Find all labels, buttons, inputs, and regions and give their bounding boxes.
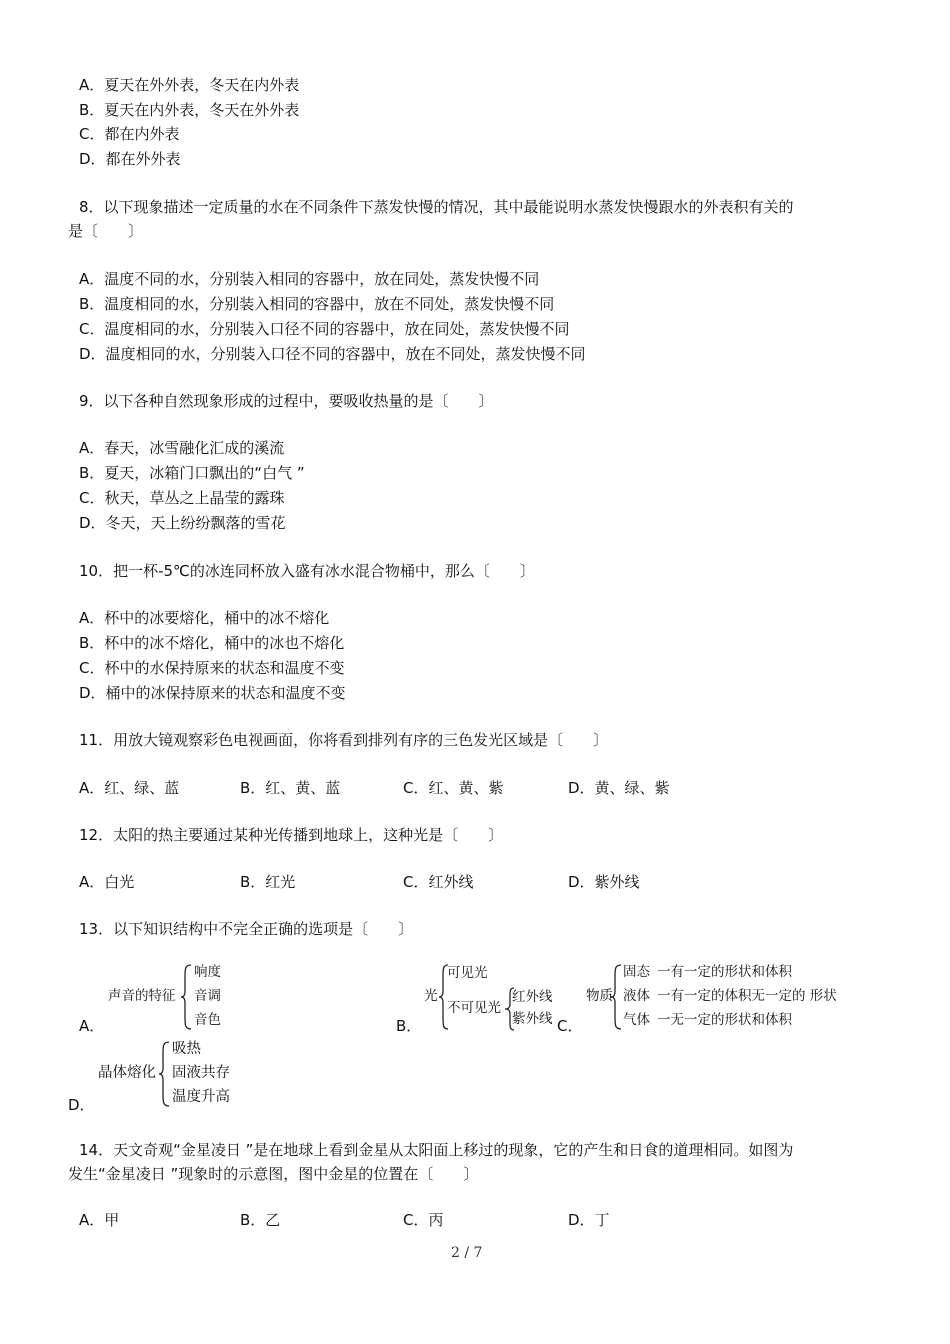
q14-option-c: C．丙: [403, 1211, 444, 1229]
q9-option-c: C．秋天，草丛之上晶莹的露珠: [79, 489, 285, 507]
q12-option-b: B．红光: [240, 873, 296, 891]
q9-option-a: A．春天，冰雪融化汇成的溪流: [79, 439, 285, 457]
q14-stem-line1: 14．天文奇观“金星凌日 ”是在地球上看到金星从太阳面上移过的现象，它的产生和日食的道理相同。如图为: [79, 1141, 794, 1159]
q9-stem: 9．以下各种自然现象形成的过程中，要吸收热量的是〔 〕: [79, 392, 494, 410]
q8-option-d: D．温度相同的水，分别装入口径不同的容器中，放在不同处，蒸发快慢不同: [79, 345, 586, 363]
diag-d-item-1: 吸热: [172, 1041, 201, 1057]
q8-option-b: B．温度相同的水，分别装入相同的容器中，放在不同处，蒸发快慢不同: [79, 295, 555, 313]
diag-c-brace: [610, 963, 624, 1031]
diag-a-root: 声音的特征: [108, 988, 176, 1004]
q13-stem: 13．以下知识结构中不完全正确的选项是〔 〕: [79, 920, 414, 938]
q14-option-b: B．乙: [240, 1211, 281, 1229]
q10-option-b: B．杯中的冰不熔化，桶中的冰也不熔化: [79, 634, 345, 652]
diag-c-row1-state: 固态: [623, 964, 650, 980]
diag-c-row2-state: 液体: [623, 988, 650, 1004]
diag-d-item-2: 固液共存: [172, 1065, 230, 1081]
q10-option-a: A．杯中的冰要熔化，桶中的冰不熔化: [79, 609, 330, 627]
diag-b-invisible: 不可见光: [447, 1000, 501, 1016]
q12-option-c: C．红外线: [403, 873, 474, 891]
q12-stem: 12．太阳的热主要通过某种光传播到地球上，这种光是〔 〕: [79, 826, 504, 844]
q14-stem-line2: 发生“金星凌日 ”现象时的示意图，图中金星的位置在〔 〕: [68, 1165, 479, 1183]
q13-label-c: C．: [557, 1017, 583, 1035]
diag-a-item-1: 响度: [194, 964, 221, 980]
diag-c-row3-state: 气体: [623, 1012, 650, 1028]
diag-c-root: 物质: [586, 988, 613, 1004]
diag-d-brace: [158, 1040, 172, 1108]
diag-a-item-2: 音调: [194, 988, 221, 1004]
diag-b-sub-1: 红外线: [512, 989, 553, 1005]
diag-d-item-3: 温度升高: [172, 1089, 230, 1105]
q7-option-c: C．都在内外表: [79, 125, 180, 143]
q12-option-d: D．紫外线: [568, 873, 640, 891]
page-number: 2 / 7: [451, 1245, 483, 1261]
diag-a-brace: [180, 963, 194, 1031]
q7-option-a: A．夏天在外外表，冬天在内外表: [79, 76, 300, 94]
q10-option-d: D．桶中的冰保持原来的状态和温度不变: [79, 684, 346, 702]
q11-stem: 11．用放大镜观察彩色电视画面，你将看到排列有序的三色发光区域是〔 〕: [79, 731, 609, 749]
q13-label-b: B．: [396, 1017, 422, 1035]
q11-option-a: A．红、绿、蓝: [79, 779, 180, 797]
diag-b-sub-2: 紫外线: [512, 1011, 553, 1027]
q9-option-d: D．冬天，天上纷纷飘落的雪花: [79, 514, 286, 532]
q14-option-d: D．丁: [568, 1211, 610, 1229]
diag-c-row2-desc: 一有一定的体积无一定的 形状: [657, 988, 837, 1004]
q8-option-c: C．温度相同的水，分别装入口径不同的容器中，放在同处，蒸发快慢不同: [79, 320, 570, 338]
q13-label-d: D．: [68, 1096, 95, 1114]
diag-b-visible: 可见光: [447, 965, 488, 981]
q11-option-d: D．黄、绿、紫: [568, 779, 670, 797]
q11-option-b: B．红、黄、蓝: [240, 779, 341, 797]
q14-option-a: A．甲: [79, 1211, 120, 1229]
q13-label-a: A．: [79, 1017, 105, 1035]
diag-b-root: 光: [424, 988, 438, 1004]
q9-option-b: B．夏天，冰箱门口飘出的“白气 ”: [79, 464, 305, 482]
q8-stem-line1: 8．以下现象描述一定质量的水在不同条件下蒸发快慢的情况，其中最能说明水蒸发快慢跟水的外表积有关的: [79, 198, 794, 216]
q12-option-a: A．白光: [79, 873, 135, 891]
q8-stem-line2: 是〔 〕: [68, 222, 144, 240]
q11-option-c: C．红、黄、紫: [403, 779, 504, 797]
q10-option-c: C．杯中的水保持原来的状态和温度不变: [79, 659, 345, 677]
diag-a-item-3: 音色: [194, 1012, 221, 1028]
diag-d-root: 晶体熔化: [98, 1065, 156, 1081]
diag-c-row1-desc: 一有一定的形状和体积: [657, 964, 792, 980]
q8-option-a: A．温度不同的水，分别装入相同的容器中，放在同处，蒸发快慢不同: [79, 270, 540, 288]
q7-option-d: D．都在外外表: [79, 150, 181, 168]
diag-c-row3-desc: 一无一定的形状和体积: [657, 1012, 792, 1028]
q10-stem: 10．把一杯-5℃的冰连同杯放入盛有冰水混合物桶中，那么〔 〕: [79, 562, 535, 580]
q7-option-b: B．夏天在内外表，冬天在外外表: [79, 101, 300, 119]
